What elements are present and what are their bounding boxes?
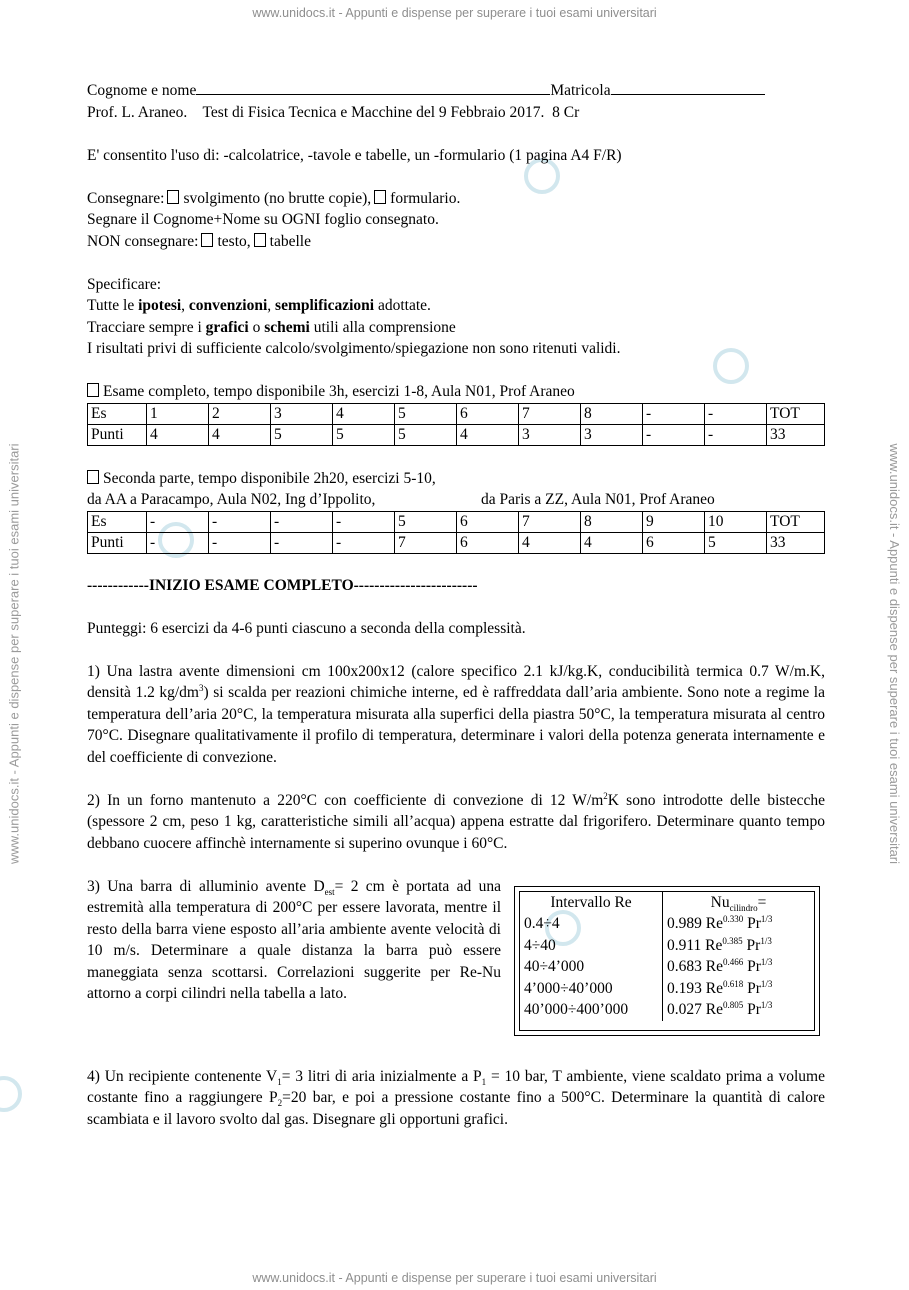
table-cell: 6 xyxy=(457,403,519,424)
watermark-bottom: www.unidocs.it - Appunti e dispense per superare i tuoi esami universitari xyxy=(252,1271,657,1285)
table-cell: 8 xyxy=(581,403,643,424)
table-cell: 5 xyxy=(333,424,395,445)
table-cell: 4 xyxy=(457,424,519,445)
table-row-es xyxy=(88,511,825,532)
table-cell: 3 xyxy=(581,424,643,445)
table-cell: 6 xyxy=(457,511,519,532)
checkbox-icon xyxy=(87,383,99,397)
table-cell: - xyxy=(643,403,705,424)
table-cell: 5 xyxy=(395,511,457,532)
table-row xyxy=(520,978,814,1000)
nodeliver-label: NON consegnare: xyxy=(87,232,199,250)
table-cell: - xyxy=(705,403,767,424)
table-cell: - xyxy=(209,532,271,553)
table-cell: 9 xyxy=(643,511,705,532)
table-cell: 4 xyxy=(209,424,271,445)
full-exam-table xyxy=(87,403,825,446)
table-row-punti xyxy=(88,424,825,445)
table-cell: 3 xyxy=(271,403,333,424)
checkbox-icon xyxy=(374,190,386,204)
table-cell: 1 xyxy=(147,403,209,424)
checkbox-icon xyxy=(254,233,266,247)
table-cell: TOT xyxy=(767,403,825,424)
checkbox-icon xyxy=(167,190,179,204)
second-part-table xyxy=(87,511,825,554)
question-1: 1) Una lastra avente dimensioni cm 100x200x12 (calore specifico 2.1 kJ/kg.K, conducibilità termica 0.7 W/m.K, densità 1.2 $kg/dm^3$) si scalda per reazioni chimiche interne, ed è raffreddata dall’aria ambiente. Sono note a regime la temperatura dell’aria 20°C, la temperatura misurata alla superfici della piastra 50°C, la temperatura misurata al centro 70°C. Disegnare qualitativamente il profilo di temperatura, determinare i valori della potenza generata internamente e del coefficiente di convezione. xyxy=(87,662,825,766)
table-cell: 7 xyxy=(519,511,581,532)
table-header: Intervallo Re $Nu_{cilindro}=$ xyxy=(520,892,814,914)
table-cell: 5 xyxy=(705,532,767,553)
table-cell: - xyxy=(209,511,271,532)
checkbox-icon xyxy=(87,470,99,484)
watermark-right: www.unidocs.it - Appunti e dispense per superare i tuoi esami universitari xyxy=(886,443,902,865)
table-cell: - xyxy=(705,424,767,445)
table-row xyxy=(520,956,814,978)
table-cell: 33 xyxy=(767,424,825,445)
name-field[interactable] xyxy=(196,80,550,95)
start-marker: ------------INIZIO ESAME COMPLETO------------------------ xyxy=(87,576,478,594)
table-cell: 5 xyxy=(395,424,457,445)
table-cell: 5 xyxy=(395,403,457,424)
question-4: 4) Un recipiente contenente $V_1= 3$ litri di aria inizialmente a $P_1 = 10$ bar, T ambiente, viene scaldato prima a volume costante fino a raggiungere $P_2=20$ bar, e poi a pressione costante fino a 500°C. Determinare la quantità di calore scambiata e il lavoro svolto dal gas. Disegnare gli opportuni grafici. xyxy=(87,1067,825,1128)
table-cell: 4 xyxy=(581,532,643,553)
table-row-punti xyxy=(88,532,825,553)
assumptions-line: Tutte le ipotesi, convenzioni, semplificazioni adottate. xyxy=(87,297,431,314)
scoring-line: Punteggi: 6 esercizi da 4-6 punti ciascuno a seconda della complessità. xyxy=(87,619,526,637)
table-row xyxy=(520,913,814,935)
checkbox-icon xyxy=(201,233,213,247)
nu-correlation-cell: 0.911 $Re^{0.385}$ $Pr^{1/3}$ xyxy=(667,935,772,954)
table-cell: 4 xyxy=(519,532,581,553)
watermark-top: www.unidocs.it - Appunti e dispense per superare i tuoi esami universitari xyxy=(252,6,657,20)
table-cell: 7 xyxy=(395,532,457,553)
table-cell: TOT xyxy=(767,511,825,532)
re-range-cell: 4’000÷40’000 xyxy=(520,978,663,1000)
graphs-line: Tracciare sempre i grafici o schemi utili alla comprensione xyxy=(87,318,456,336)
nodeliver-line xyxy=(87,231,825,253)
table-cell: 8 xyxy=(581,511,643,532)
matricola-label: Matricola xyxy=(550,82,611,99)
table-cell: - xyxy=(333,532,395,553)
second-part-title: Seconda parte, tempo disponibile 2h20, esercizi 5-10, xyxy=(87,468,825,490)
allowed-line: E' consentito l'uso di: -calcolatrice, -tavole e tabelle, un -formulario (1 pagina A4 F/R) xyxy=(87,146,622,164)
matricola-field[interactable] xyxy=(611,80,765,95)
nu-correlation-cell: 0.989 $Re^{0.330}$ $Pr^{1/3}$ xyxy=(667,913,773,932)
table-cell: Es xyxy=(88,403,147,424)
nusselt-table-box xyxy=(514,886,820,1036)
table-cell: - xyxy=(147,532,209,553)
table-row xyxy=(520,999,814,1021)
table-cell: Punti xyxy=(88,532,147,553)
table-cell: 5 xyxy=(271,424,333,445)
second-part-sub: da AA a Paracampo, Aula N02, Ing d’Ippolito, da Paris a ZZ, Aula N01, Prof Araneo xyxy=(87,491,715,508)
watermark-left: www.unidocs.it - Appunti e dispense per superare i tuoi esami universitari xyxy=(6,443,22,865)
table-cell: - xyxy=(271,532,333,553)
question-2: 2) In un forno mantenuto a 220°C con coefficiente di convezione di 12 $W/m^2K$ sono introdotte delle bistecche (spessore 2 cm, peso 1 kg, caratteristiche simili all’acqua) appena estratte dal frigorifero. Determinare quanto tempo debbano cuocere affinchè internamente si superino ovunque i 60°C. xyxy=(87,790,825,852)
nusselt-table xyxy=(520,892,814,1021)
deliver-item: svolgimento (no brutte copie), xyxy=(183,189,372,207)
full-exam-title: Esame completo, tempo disponibile 3h, esercizi 1-8, Aula N01, Prof Araneo xyxy=(87,381,825,403)
name-line xyxy=(87,80,825,102)
table-cell: - xyxy=(147,511,209,532)
table-cell: 7 xyxy=(519,403,581,424)
table-cell: - xyxy=(333,511,395,532)
table-cell: 6 xyxy=(457,532,519,553)
exam-document xyxy=(87,80,825,1130)
table-row-es xyxy=(88,403,825,424)
nu-correlation-cell: 0.193 $Re^{0.618}$ $Pr^{1/3}$ xyxy=(667,978,773,997)
deliver-item: formulario. xyxy=(390,189,461,207)
specify-line: Specificare: xyxy=(87,275,162,293)
nu-correlation-cell: 0.683 $Re^{0.466}$ $Pr^{1/3}$ xyxy=(667,956,773,975)
table-cell: Punti xyxy=(88,424,147,445)
course-line: Prof. L. Araneo. Test di Fisica Tecnica e Macchine del 9 Febbraio 2017. 8 Cr xyxy=(87,103,580,121)
nu-correlation-cell: 0.027 $Re^{0.805}$ $Pr^{1/3}$ xyxy=(667,999,773,1018)
nodeliver-item: tabelle xyxy=(269,232,311,250)
mark-name-line: Segnare il Cognome+Nome su OGNI foglio consegnato. xyxy=(87,211,439,228)
table-cell: 6 xyxy=(643,532,705,553)
question-3-text: 3) Una barra di alluminio avente $D_{est}= 2$ cm è portata ad una estremità alla temperatura di 200°C per essere lavorata, mentre il resto della barra viene esposto all’aria ambiente avente velocità di 10 m/s. Determinare a quale distanza la barra può essere maneggiata senza scottarsi. Correlazioni suggerite per Re-Nu attorno a corpi cilindri nella tabella a lato. xyxy=(87,877,501,1002)
table-cell: 10 xyxy=(705,511,767,532)
table-cell: Es xyxy=(88,511,147,532)
table-row xyxy=(520,935,814,957)
re-range-cell: 40÷4’000 xyxy=(520,956,663,978)
deliver-label: Consegnare: xyxy=(87,189,165,207)
table-cell: - xyxy=(643,424,705,445)
re-range-cell: 0.4÷4 xyxy=(520,913,663,935)
table-cell: - xyxy=(271,511,333,532)
re-range-cell: 40’000÷400’000 xyxy=(520,999,663,1021)
nodeliver-item: testo, xyxy=(217,232,251,250)
re-range-cell: 4÷40 xyxy=(520,935,663,957)
table-cell: 3 xyxy=(519,424,581,445)
name-label: Cognome e nome xyxy=(87,82,197,99)
results-line: I risultati privi di sufficiente calcolo/svolgimento/spiegazione non sono ritenuti validi. xyxy=(87,340,621,357)
deliver-line xyxy=(87,188,825,210)
table-cell: 33 xyxy=(767,532,825,553)
table-cell: 4 xyxy=(333,403,395,424)
question-3 xyxy=(87,876,825,1066)
table-cell: 2 xyxy=(209,403,271,424)
table-cell: 4 xyxy=(147,424,209,445)
